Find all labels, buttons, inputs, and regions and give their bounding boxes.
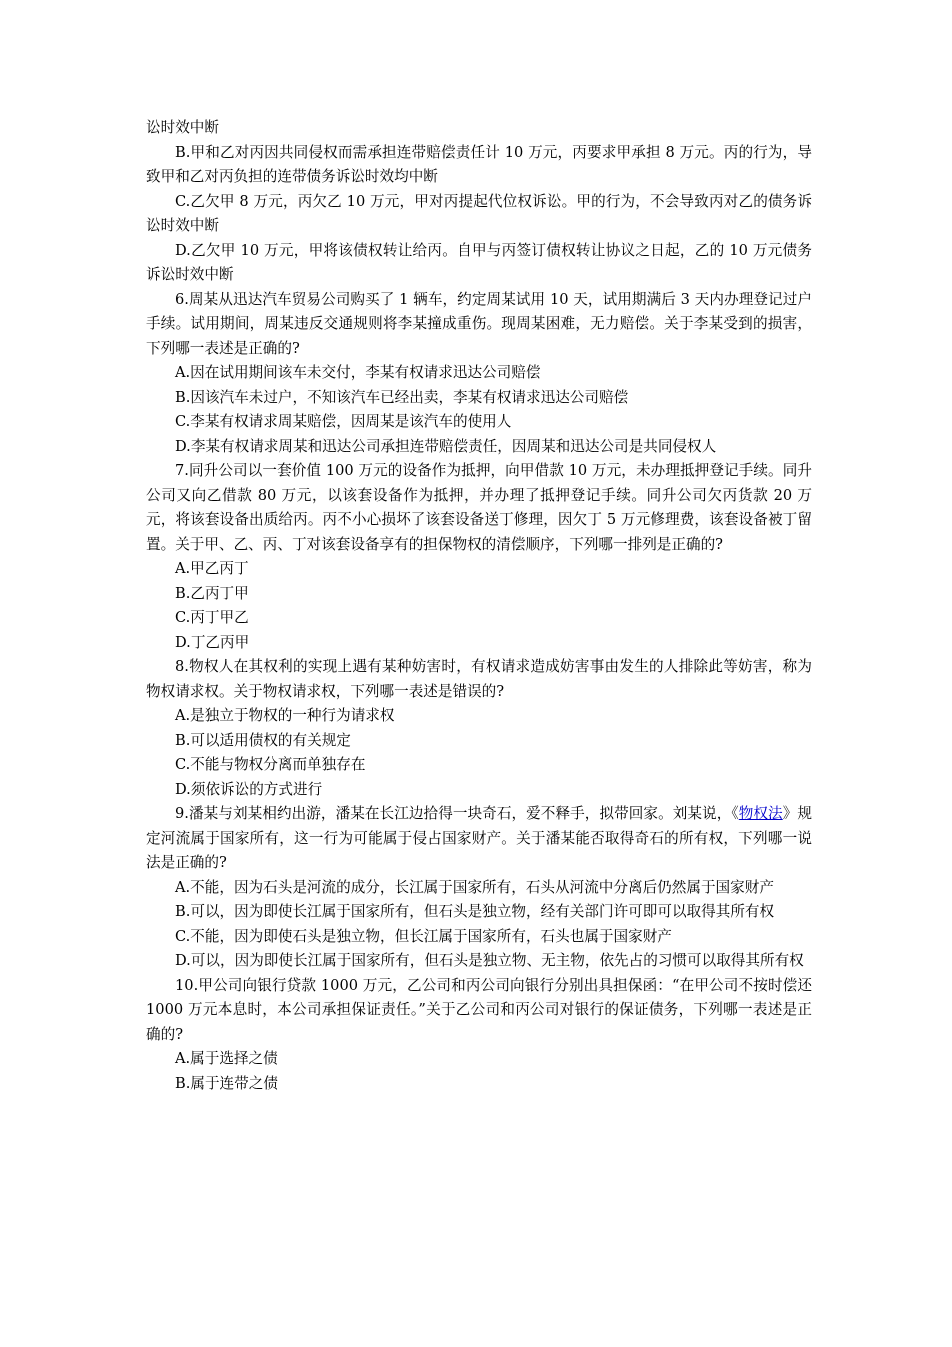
option-6c: C.李某有权请求周某赔偿，因周某是该汽车的使用人 — [175, 413, 512, 430]
option-6a: A.因在试用期间该车未交付，李某有权请求迅达公司赔偿 — [175, 364, 541, 381]
option-9c: C.不能，因为即使石头是独立物，但长江属于国家所有，石头也属于国家财产 — [175, 927, 672, 945]
question-7: 7.同升公司以一套价值 100 万元的设备作为抵押，向甲借款 10 万元，未办理抵押登记手续。同升公司又向乙借款 80 万元，以该套设备作为抵押，并办理了抵押登记手续。同升公司欠丙货款 20 万元，将该套设备出质给丙。丙不小心损坏了该套设备送丁修理，因欠丁 5 万元修理费，该套设备被丁留置。关于甲、乙、丙、丁对该套设备享有的担保物权的清偿顺序，下列哪一排列是正确的? — [146, 462, 812, 553]
option-5d: D.乙欠甲 10 万元，甲将该债权转让给丙。自甲与丙签订债权转让协议之日起，乙的 10 万元债务诉讼时效中断 — [146, 241, 812, 283]
option-9d: D.可以，因为即使长江属于国家所有，但石头是独立物、无主物，依先占的习惯可以取得其所有权 — [175, 952, 804, 969]
option-8b: B.可以适用债权的有关规定 — [175, 731, 351, 749]
option-5c: C.乙欠甲 8 万元，丙欠乙 10 万元，甲对丙提起代位权诉讼。甲的行为，不会导致丙对乙的债务诉讼时效中断 — [146, 192, 812, 234]
option-10a: A.属于选择之债 — [175, 1050, 278, 1067]
option-7b: B.乙丙丁甲 — [175, 584, 249, 602]
option-7d: D.丁乙丙甲 — [175, 633, 250, 651]
question-9-pre: 9.潘某与刘某相约出游，潘某在长江边拾得一块奇石，爱不释手，拟带回家。刘某说，《 — [175, 805, 739, 822]
question-9-post: 》规定河流属于国家所有，这一行为可能属于侵占国家财产。关于潘某能否取得奇石的所有权，下列哪一说法是正确的? — [146, 805, 812, 871]
document-page — [146, 116, 812, 1096]
option-9a: A.不能，因为石头是河流的成分，长江属于国家所有，石头从河流中分离后仍然属于国家财产 — [175, 878, 774, 896]
question-9 — [146, 802, 812, 876]
option-7c: C.丙丁甲乙 — [175, 609, 249, 626]
question-6: 6.周某从迅达汽车贸易公司购买了 1 辆车，约定周某试用 10 天，试用期满后 3 天内办理登记过户手续。试用期间，周某违反交通规则将李某撞成重伤。现周某困难，无力赔偿。关于李某受到的损害，下列哪一表述是正确的? — [146, 290, 812, 357]
option-8a: A.是独立于物权的一种行为请求权 — [175, 707, 395, 724]
option-8d: D.须依诉讼的方式进行 — [175, 780, 323, 798]
question-10: 10.甲公司向银行贷款 1000 万元，乙公司和丙公司向银行分别出具担保函：“在甲公司不按时偿还 1000 万元本息时，本公司承担保证责任。”关于乙公司和丙公司对银行的保证债务，下列哪一表述是正确的? — [146, 976, 812, 1043]
option-10b: B.属于连带之债 — [175, 1074, 278, 1092]
paragraph-intro-tail: 讼时效中断 — [146, 119, 219, 136]
option-8c: C.不能与物权分离而单独存在 — [175, 756, 366, 773]
option-6b: B.因该汽车未过户，不知该汽车已经出卖，李某有权请求迅达公司赔偿 — [175, 388, 629, 406]
option-5b: B.甲和乙对丙因共同侵权而需承担连带赔偿责任计 10 万元，丙要求甲承担 8 万元。丙的行为，导致甲和乙对丙负担的连带债务诉讼时效均中断 — [146, 143, 812, 185]
option-9b: B.可以，因为即使长江属于国家所有，但石头是独立物，经有关部门许可即可以取得其所有权 — [175, 903, 775, 920]
option-7a: A.甲乙丙丁 — [175, 560, 249, 577]
property-law-link[interactable]: 物权法 — [738, 805, 783, 822]
option-6d: D.李某有权请求周某和迅达公司承担连带赔偿责任，因周某和迅达公司是共同侵权人 — [175, 437, 717, 455]
question-8: 8.物权人在其权利的实现上遇有某种妨害时，有权请求造成妨害事由发生的人排除此等妨害，称为物权请求权。关于物权请求权，下列哪一表述是错误的? — [146, 658, 812, 700]
